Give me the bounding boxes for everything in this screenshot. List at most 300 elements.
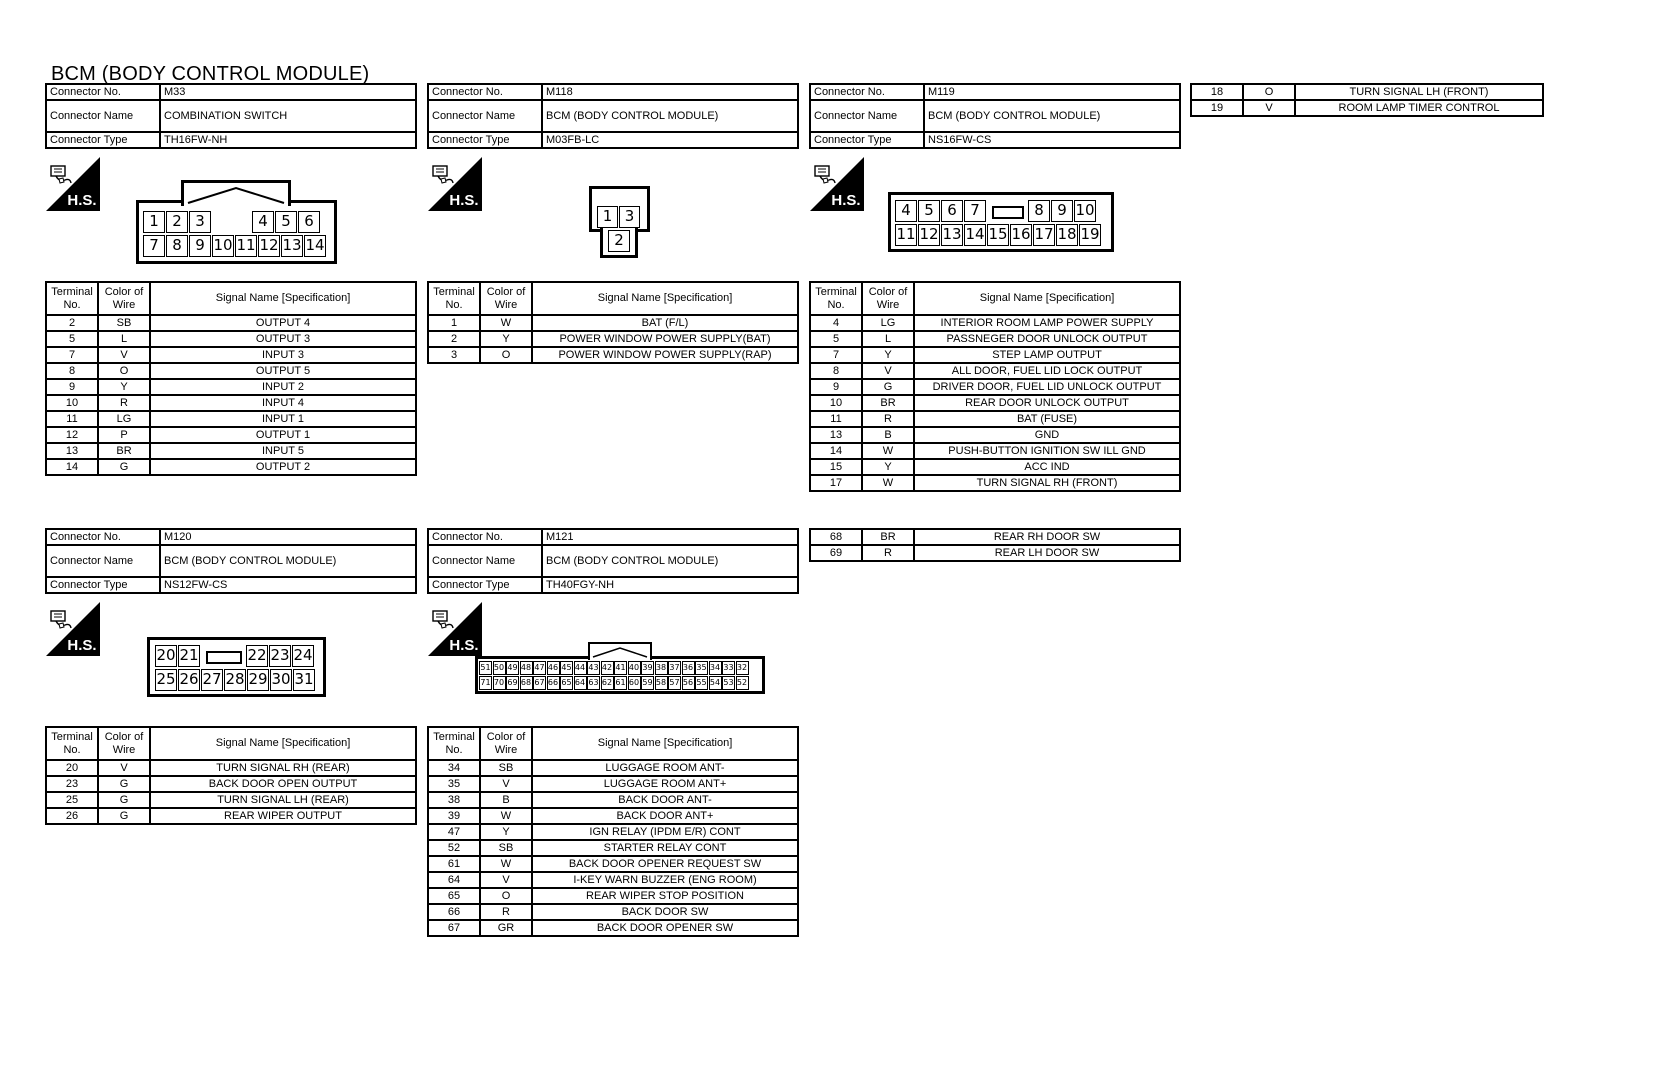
- table-row: [46, 347, 416, 363]
- pin-25: 25: [155, 669, 177, 691]
- wire-color: V: [862, 363, 914, 379]
- pin-row-top: [479, 661, 749, 675]
- connector-no-value: M33: [160, 84, 416, 100]
- pin-49: 49: [506, 661, 519, 675]
- terminal-no: 52: [428, 840, 480, 856]
- wire-color: W: [862, 475, 914, 491]
- terminal-no: 9: [46, 379, 98, 395]
- hs-badge-icon: [810, 157, 864, 211]
- pin-51: 51: [479, 661, 492, 675]
- wire-color: GR: [480, 920, 532, 936]
- connector-type-value: NS12FW-CS: [160, 577, 416, 593]
- pin-63: 63: [587, 676, 600, 690]
- table-header: [46, 727, 416, 760]
- connector-type-label: Connector Type: [46, 132, 160, 148]
- pin-empty: [201, 645, 245, 667]
- pin-57: 57: [668, 676, 681, 690]
- wire-color: Y: [480, 331, 532, 347]
- signal-name: OUTPUT 1: [150, 427, 416, 443]
- key-slot: [206, 651, 242, 664]
- wire-color: SB: [98, 315, 150, 331]
- terminal-no: 38: [428, 792, 480, 808]
- pin-10: 10: [212, 235, 234, 257]
- wire-color: G: [98, 808, 150, 824]
- table-row: [428, 760, 798, 776]
- pin-11: 11: [895, 224, 917, 246]
- signal-name: IGN RELAY (IPDM E/R) CONT: [532, 824, 798, 840]
- terminal-no-header: Terminal No.: [46, 282, 98, 315]
- signal-table-m121-continued: [809, 528, 1181, 562]
- pin-4: 4: [895, 200, 917, 222]
- pin-40: 40: [628, 661, 641, 675]
- terminal-no: 5: [810, 331, 862, 347]
- pin-16: 16: [1010, 224, 1032, 246]
- svg-text:H.S.: H.S.: [449, 192, 479, 209]
- connector-type-label: Connector Type: [428, 577, 542, 593]
- terminal-no: 2: [46, 315, 98, 331]
- pin-14: 14: [304, 235, 326, 257]
- signal-name: BACK DOOR ANT+: [532, 808, 798, 824]
- table-row: [428, 904, 798, 920]
- signal-name-header: Signal Name [Specification]: [150, 727, 416, 760]
- table-row: [810, 545, 1180, 561]
- pin-43: 43: [587, 661, 600, 675]
- key-slot: [992, 206, 1024, 219]
- pin-3: 3: [189, 211, 211, 233]
- signal-name: BACK DOOR ANT-: [532, 792, 798, 808]
- pin-11: 11: [235, 235, 257, 257]
- hs-badge-icon: [46, 157, 100, 211]
- connector-type-value: TH16FW-NH: [160, 132, 416, 148]
- terminal-no: 10: [810, 395, 862, 411]
- pin-9: 9: [189, 235, 211, 257]
- terminal-no-header: Terminal No.: [46, 727, 98, 760]
- pin-53: 53: [722, 676, 735, 690]
- connector-type-value: TH40FGY-NH: [542, 577, 798, 593]
- wire-color: BR: [862, 395, 914, 411]
- table-row: [46, 459, 416, 475]
- pin-13: 13: [281, 235, 303, 257]
- connector-no-value: M118: [542, 84, 798, 100]
- connector-no-label: Connector No.: [46, 84, 160, 100]
- signal-name: POWER WINDOW POWER SUPPLY(RAP): [532, 347, 798, 363]
- connector-no-label: Connector No.: [428, 529, 542, 545]
- pin-5: 5: [918, 200, 940, 222]
- pin-8: 8: [1028, 200, 1050, 222]
- wire-color: B: [862, 427, 914, 443]
- terminal-no: 13: [810, 427, 862, 443]
- wire-color: G: [98, 792, 150, 808]
- connector-name-label: Connector Name: [46, 545, 160, 577]
- terminal-no: 15: [810, 459, 862, 475]
- signal-name: INPUT 2: [150, 379, 416, 395]
- connector-type-label: Connector Type: [810, 132, 924, 148]
- connector-no-label: Connector No.: [428, 84, 542, 100]
- table-row: [46, 427, 416, 443]
- pin-41: 41: [614, 661, 627, 675]
- pin-23: 23: [269, 645, 291, 667]
- wire-color: O: [480, 888, 532, 904]
- connector-name-value: BCM (BODY CONTROL MODULE): [542, 100, 798, 132]
- connector-name-value: BCM (BODY CONTROL MODULE): [160, 545, 416, 577]
- table-row: [46, 808, 416, 824]
- signal-name: REAR RH DOOR SW: [914, 529, 1180, 545]
- pin-row-top: [143, 211, 321, 233]
- terminal-no: 4: [810, 315, 862, 331]
- hs-badge-icon: [428, 157, 482, 211]
- color-of-wire-header: Color of Wire: [98, 282, 150, 315]
- table-row: [46, 792, 416, 808]
- pin-68: 68: [520, 676, 533, 690]
- signal-name: INTERIOR ROOM LAMP POWER SUPPLY: [914, 315, 1180, 331]
- table-row: [46, 760, 416, 776]
- terminal-no: 9: [810, 379, 862, 395]
- connector-no-label: Connector No.: [46, 529, 160, 545]
- pin-8: 8: [166, 235, 188, 257]
- signal-table-m120: [45, 726, 417, 825]
- table-row: [810, 427, 1180, 443]
- wire-color: G: [98, 459, 150, 475]
- wire-color: Y: [862, 459, 914, 475]
- pin-1: 1: [143, 211, 165, 233]
- wire-color: BR: [862, 529, 914, 545]
- pin-17: 17: [1033, 224, 1055, 246]
- connector-name-label: Connector Name: [428, 100, 542, 132]
- signal-table-m119: [809, 281, 1181, 492]
- pin-52: 52: [736, 676, 749, 690]
- pin-row-top: [155, 645, 315, 667]
- wire-color: Y: [480, 824, 532, 840]
- signal-name: INPUT 3: [150, 347, 416, 363]
- terminal-no: 64: [428, 872, 480, 888]
- signal-name: TURN SIGNAL RH (REAR): [150, 760, 416, 776]
- connector-type-value: M03FB-LC: [542, 132, 798, 148]
- pin-60: 60: [628, 676, 641, 690]
- table-row: [428, 824, 798, 840]
- terminal-no: 11: [46, 411, 98, 427]
- pin-row-bottom: [608, 230, 630, 252]
- connector-no-value: M121: [542, 529, 798, 545]
- signal-name: LUGGAGE ROOM ANT-: [532, 760, 798, 776]
- table-row: [1191, 84, 1543, 100]
- terminal-no: 23: [46, 776, 98, 792]
- wire-color: Y: [98, 379, 150, 395]
- terminal-no: 10: [46, 395, 98, 411]
- terminal-no: 26: [46, 808, 98, 824]
- table-row: [46, 776, 416, 792]
- latch-arrow-icon: [184, 185, 288, 205]
- pin-empty: [212, 211, 234, 233]
- pin-35: 35: [695, 661, 708, 675]
- terminal-no: 12: [46, 427, 98, 443]
- hs-badge-icon: [46, 602, 100, 656]
- wire-color: G: [98, 776, 150, 792]
- pin-62: 62: [601, 676, 614, 690]
- terminal-no: 65: [428, 888, 480, 904]
- color-of-wire-header: Color of Wire: [98, 727, 150, 760]
- pin-row-bottom: [155, 669, 316, 691]
- table-row: [428, 872, 798, 888]
- table-header: [46, 282, 416, 315]
- pin-37: 37: [668, 661, 681, 675]
- wire-color: W: [480, 808, 532, 824]
- pin-50: 50: [493, 661, 506, 675]
- wire-color: V: [98, 760, 150, 776]
- pin-5: 5: [275, 211, 297, 233]
- pin-29: 29: [247, 669, 269, 691]
- terminal-no: 2: [428, 331, 480, 347]
- pin-row-bottom: [895, 224, 1102, 246]
- connector-no-label: Connector No.: [810, 84, 924, 100]
- table-row: [46, 395, 416, 411]
- terminal-no: 67: [428, 920, 480, 936]
- signal-table-m119-continued: [1190, 83, 1544, 117]
- pin-19: 19: [1079, 224, 1101, 246]
- pin-42: 42: [601, 661, 614, 675]
- pin-22: 22: [246, 645, 268, 667]
- signal-name: BACK DOOR OPENER REQUEST SW: [532, 856, 798, 872]
- connector-name-label: Connector Name: [428, 545, 542, 577]
- hs-badge-icon: [428, 602, 482, 656]
- signal-name: BACK DOOR SW: [532, 904, 798, 920]
- page-title: BCM (BODY CONTROL MODULE): [51, 63, 370, 85]
- signal-name: BAT (F/L): [532, 315, 798, 331]
- pin-12: 12: [918, 224, 940, 246]
- terminal-no: 25: [46, 792, 98, 808]
- pin-39: 39: [641, 661, 654, 675]
- pin-47: 47: [533, 661, 546, 675]
- connector-header-m118: [427, 83, 799, 149]
- color-of-wire-header: Color of Wire: [480, 727, 532, 760]
- table-row: [46, 443, 416, 459]
- table-row: [810, 347, 1180, 363]
- table-row: [810, 475, 1180, 491]
- terminal-no: 47: [428, 824, 480, 840]
- signal-name: REAR WIPER OUTPUT: [150, 808, 416, 824]
- connector-name-label: Connector Name: [46, 100, 160, 132]
- signal-name: OUTPUT 5: [150, 363, 416, 379]
- pin-34: 34: [709, 661, 722, 675]
- table-row: [810, 395, 1180, 411]
- signal-name: TURN SIGNAL LH (FRONT): [1295, 84, 1543, 100]
- signal-name-header: Signal Name [Specification]: [914, 282, 1180, 315]
- pin-2: 2: [608, 230, 630, 252]
- terminal-no: 35: [428, 776, 480, 792]
- signal-name: STEP LAMP OUTPUT: [914, 347, 1180, 363]
- terminal-no: 18: [1191, 84, 1243, 100]
- terminal-no: 34: [428, 760, 480, 776]
- pin-59: 59: [641, 676, 654, 690]
- wire-color: O: [98, 363, 150, 379]
- pin-2: 2: [166, 211, 188, 233]
- pin-36: 36: [682, 661, 695, 675]
- pin-33: 33: [722, 661, 735, 675]
- signal-name: INPUT 1: [150, 411, 416, 427]
- connector-type-label: Connector Type: [46, 577, 160, 593]
- connector-name-value: BCM (BODY CONTROL MODULE): [924, 100, 1180, 132]
- table-row: [428, 776, 798, 792]
- signal-name: OUTPUT 3: [150, 331, 416, 347]
- pin-7: 7: [964, 200, 986, 222]
- pin-48: 48: [520, 661, 533, 675]
- wire-color: R: [862, 545, 914, 561]
- terminal-no: 20: [46, 760, 98, 776]
- terminal-no: 8: [810, 363, 862, 379]
- color-of-wire-header: Color of Wire: [862, 282, 914, 315]
- connector-name-value: COMBINATION SWITCH: [160, 100, 416, 132]
- pin-45: 45: [560, 661, 573, 675]
- svg-text:H.S.: H.S.: [449, 637, 479, 654]
- wire-color: B: [480, 792, 532, 808]
- latch-arrow-icon: [590, 645, 650, 659]
- signal-name: DRIVER DOOR, FUEL LID UNLOCK OUTPUT: [914, 379, 1180, 395]
- pin-31: 31: [293, 669, 315, 691]
- wire-color: R: [862, 411, 914, 427]
- terminal-no: 5: [46, 331, 98, 347]
- wire-color: BR: [98, 443, 150, 459]
- wire-color: R: [480, 904, 532, 920]
- signal-name: GND: [914, 427, 1180, 443]
- terminal-no: 69: [810, 545, 862, 561]
- signal-name: BAT (FUSE): [914, 411, 1180, 427]
- pin-46: 46: [547, 661, 560, 675]
- wire-color: SB: [480, 840, 532, 856]
- signal-name: REAR DOOR UNLOCK OUTPUT: [914, 395, 1180, 411]
- table-row: [428, 808, 798, 824]
- pin-20: 20: [155, 645, 177, 667]
- table-row: [810, 363, 1180, 379]
- terminal-no: 7: [46, 347, 98, 363]
- pin-27: 27: [201, 669, 223, 691]
- signal-name: OUTPUT 4: [150, 315, 416, 331]
- terminal-no: 14: [810, 443, 862, 459]
- pin-6: 6: [298, 211, 320, 233]
- pin-row-bottom: [479, 676, 749, 690]
- signal-name: LUGGAGE ROOM ANT+: [532, 776, 798, 792]
- table-row: [428, 315, 798, 331]
- signal-name-header: Signal Name [Specification]: [150, 282, 416, 315]
- wire-color: LG: [862, 315, 914, 331]
- table-row: [810, 443, 1180, 459]
- pin-28: 28: [224, 669, 246, 691]
- terminal-no: 11: [810, 411, 862, 427]
- pin-38: 38: [655, 661, 668, 675]
- signal-name: TURN SIGNAL LH (REAR): [150, 792, 416, 808]
- wire-color: L: [98, 331, 150, 347]
- pin-56: 56: [682, 676, 695, 690]
- signal-table-m121: [427, 726, 799, 937]
- signal-name: BACK DOOR OPENER SW: [532, 920, 798, 936]
- table-row: [46, 363, 416, 379]
- pin-32: 32: [736, 661, 749, 675]
- wire-color: G: [862, 379, 914, 395]
- connector-no-value: M119: [924, 84, 1180, 100]
- table-row: [810, 331, 1180, 347]
- pin-55: 55: [695, 676, 708, 690]
- connector-name-value: BCM (BODY CONTROL MODULE): [542, 545, 798, 577]
- pin-71: 71: [479, 676, 492, 690]
- wire-color: SB: [480, 760, 532, 776]
- terminal-no: 7: [810, 347, 862, 363]
- table-row: [428, 331, 798, 347]
- wire-color: P: [98, 427, 150, 443]
- connector-header-m33: [45, 83, 417, 149]
- wire-color: V: [98, 347, 150, 363]
- table-row: [810, 411, 1180, 427]
- table-row: [810, 529, 1180, 545]
- signal-name: REAR WIPER STOP POSITION: [532, 888, 798, 904]
- pin-row-bottom: [143, 235, 327, 257]
- signal-name: PUSH-BUTTON IGNITION SW ILL GND: [914, 443, 1180, 459]
- table-row: [1191, 100, 1543, 116]
- table-row: [46, 379, 416, 395]
- connector-type-label: Connector Type: [428, 132, 542, 148]
- table-header: [810, 282, 1180, 315]
- wire-color: L: [862, 331, 914, 347]
- terminal-no: 13: [46, 443, 98, 459]
- pin-65: 65: [560, 676, 573, 690]
- pin-3: 3: [619, 206, 640, 228]
- terminal-no: 39: [428, 808, 480, 824]
- pin-64: 64: [574, 676, 587, 690]
- terminal-no: 14: [46, 459, 98, 475]
- signal-name-header: Signal Name [Specification]: [532, 282, 798, 315]
- connector-header-m121: [427, 528, 799, 594]
- signal-table-m33: [45, 281, 417, 476]
- pin-9: 9: [1051, 200, 1073, 222]
- connector-header-m119: [809, 83, 1181, 149]
- pin-67: 67: [533, 676, 546, 690]
- signal-name: I-KEY WARN BUZZER (ENG ROOM): [532, 872, 798, 888]
- pin-row-top: [597, 206, 641, 228]
- terminal-no: 1: [428, 315, 480, 331]
- pin-44: 44: [574, 661, 587, 675]
- signal-name: POWER WINDOW POWER SUPPLY(BAT): [532, 331, 798, 347]
- terminal-no: 19: [1191, 100, 1243, 116]
- signal-name: ROOM LAMP TIMER CONTROL: [1295, 100, 1543, 116]
- table-row: [46, 331, 416, 347]
- pin-69: 69: [506, 676, 519, 690]
- table-header: [428, 282, 798, 315]
- pin-26: 26: [178, 669, 200, 691]
- pin-15: 15: [987, 224, 1009, 246]
- wire-color: V: [480, 872, 532, 888]
- pin-66: 66: [547, 676, 560, 690]
- table-row: [810, 379, 1180, 395]
- connector-type-value: NS16FW-CS: [924, 132, 1180, 148]
- pin-18: 18: [1056, 224, 1078, 246]
- wire-color: W: [480, 856, 532, 872]
- wire-color: Y: [862, 347, 914, 363]
- signal-name: INPUT 4: [150, 395, 416, 411]
- terminal-no: 66: [428, 904, 480, 920]
- pin-row-top: [895, 200, 1097, 222]
- pin-12: 12: [258, 235, 280, 257]
- terminal-no: 68: [810, 529, 862, 545]
- signal-name: TURN SIGNAL RH (FRONT): [914, 475, 1180, 491]
- table-row: [428, 888, 798, 904]
- signal-name: PASSNEGER DOOR UNLOCK OUTPUT: [914, 331, 1180, 347]
- pin-61: 61: [614, 676, 627, 690]
- pin-58: 58: [655, 676, 668, 690]
- pin-7: 7: [143, 235, 165, 257]
- connector-header-m120: [45, 528, 417, 594]
- table-row: [810, 459, 1180, 475]
- table-row: [428, 840, 798, 856]
- color-of-wire-header: Color of Wire: [480, 282, 532, 315]
- table-row: [46, 315, 416, 331]
- pin-21: 21: [178, 645, 200, 667]
